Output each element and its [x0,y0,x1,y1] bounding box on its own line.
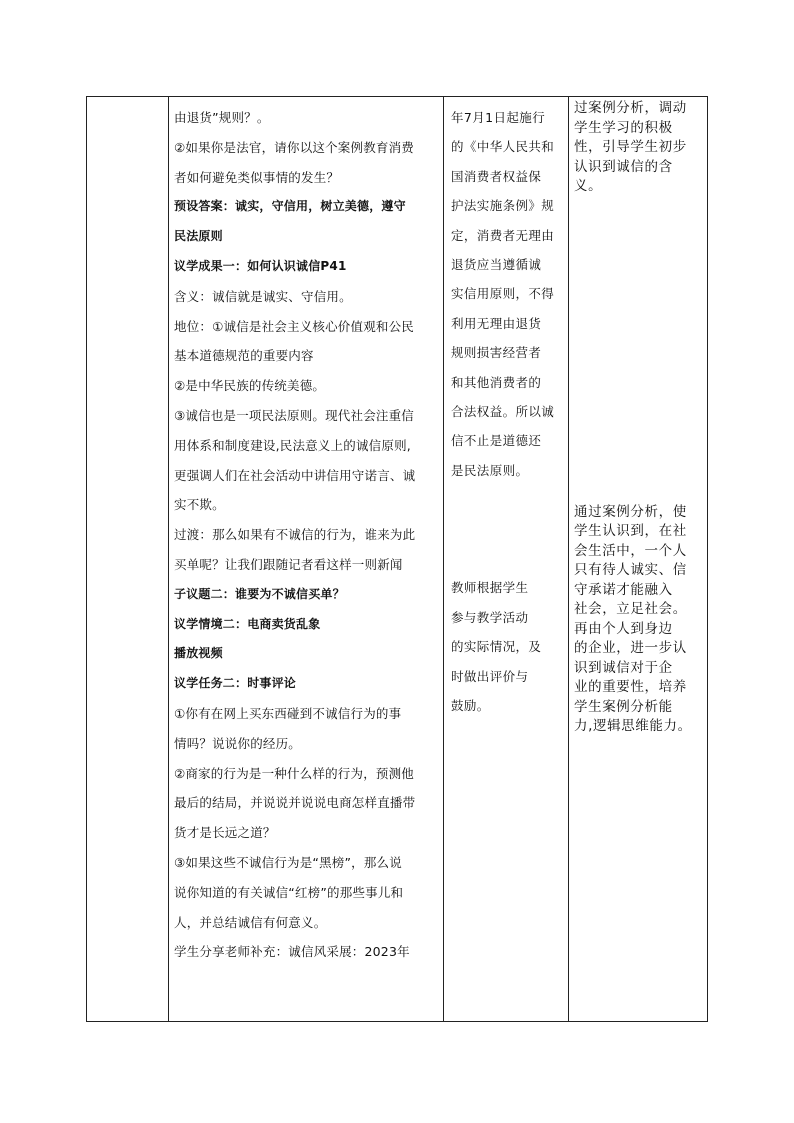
text-line: 再由个人到身边 [574,620,673,637]
text-line: 义。 [574,178,603,194]
text-line: 学生学习的积极 [574,119,673,136]
text-line: 含义：诚信就是诚实、守信用。 [174,288,352,304]
text-line: 参与教学活动 [451,609,529,625]
text-line: 国消费者权益保 [451,168,542,184]
text-line: 和其他消费者的 [451,374,542,390]
text-line: 力,逻辑思维能力。 [574,718,692,734]
text-line: 识到诚信对于企 [574,659,673,676]
text-line: 时做出评价与 [451,668,529,684]
text-line: 定，消费者无理由 [451,227,555,243]
text-line: 买单呢？让我们跟随记者看这样一则新闻 [174,556,403,572]
text-line: 性，引导学生初步 [574,139,687,155]
text-line: 播放视频 [174,646,223,661]
text-line: 学生认识到，在社 [574,523,687,539]
text-line: 议学任务二：时事评论 [174,676,297,691]
text-line: 合法权益。所以诚 [451,404,555,420]
text-line: 人，并总结诚信有何意义。 [174,914,327,930]
design-intent-block [574,503,706,737]
text-line: 教师根据学生 [451,580,529,596]
text-line: 地位：①诚信是社会主义核心价值观和公民 [174,318,415,334]
text-line: 预设答案：诚实，守信用，树立美德，遵守 [174,199,406,214]
text-line: 年7月1日起施行 [451,110,546,125]
text-line: 学生分享老师补充：诚信风采展：2023年 [174,944,410,960]
text-line: 业的重要性，培养 [574,679,687,695]
teacher-note-block [451,103,564,485]
text-line: 用体系和制度建设,民法意义上的诚信原则, [174,437,411,453]
spacer [574,197,706,503]
text-line: 过渡：那么如果有不诚信的行为，谁来为此 [174,527,416,543]
text-line: 最后的结局，并说说并说说电商怎样直播带 [174,795,416,811]
text-line: 守承诺才能融入 [574,581,673,598]
text-line: 议学情境二：电商卖货乱象 [174,616,321,631]
teaching-process-column [168,97,443,967]
text-line: ③诚信也是一项民法原则。现代社会注重信 [174,407,415,423]
text-line: 货才是长远之道？ [174,825,276,841]
design-intent-block [574,99,706,197]
teacher-activity-column [443,97,568,720]
text-line: 护法实施条例》规 [451,198,555,214]
text-line: 鼓励。 [451,697,490,713]
text-line: 议学成果一：如何认识诚信P41 [174,258,347,273]
text-line: 由退货”规则？。 [174,110,270,125]
text-line: 情吗？说说你的经历。 [174,735,302,751]
text-line: ②是中华民族的传统美德。 [174,378,326,394]
text-line: 的企业，进一步认 [574,640,687,656]
text-line: ②如果你是法官，请你以这个案例教育消费 [174,139,415,155]
text-line: 民法原则 [174,229,223,244]
text-line: 通过案例分析，使 [574,503,687,520]
lesson-plan-table [86,96,708,1022]
text-line: 认识到诚信的含 [574,158,673,175]
text-line: 的《中华人民共和 [451,139,555,155]
text-line: 利用无理由退货 [451,315,542,331]
text-line: 只有待人诚实、信 [574,562,687,578]
text-line: 说你知道的有关诚信“红榜”的那些事儿和 [174,884,404,900]
text-line: 更强调人们在社会活动中讲信用守诺言、诚 [174,467,416,483]
text-line: ①你有在网上买东西碰到不诚信行为的事 [174,705,402,721]
design-intent-column [568,97,708,737]
text-line: 社会，立足社会。 [574,601,687,617]
text-line: 是民法原则。 [451,462,529,478]
spacer [451,485,564,573]
text-line: 退货应当遵循诚 [451,257,542,273]
text-line: 者如何避免类似事情的发生？ [174,169,340,185]
text-line: 过案例分析，调动 [574,100,687,116]
text-line: 会生活中，一个人 [574,542,687,559]
text-line: 基本道德规范的重要内容 [174,348,314,364]
text-line: 规则损害经营者 [451,345,542,361]
text-line: 实信用原则，不得 [451,286,555,302]
text-line: 信不止是道德还 [451,433,542,449]
text-line: ②商家的行为是一种什么样的行为，预测他 [174,765,415,781]
text-line: 的实际情况，及 [451,639,542,655]
text-line: 子议题二：谁要为不诚信买单？ [174,586,345,601]
text-line: 实不欺。 [174,497,225,513]
text-line: ③如果这些不诚信行为是“黑榜”，那么说 [174,854,402,870]
text-line: 学生案例分析能 [574,698,673,715]
teacher-evaluation-block [451,573,564,720]
